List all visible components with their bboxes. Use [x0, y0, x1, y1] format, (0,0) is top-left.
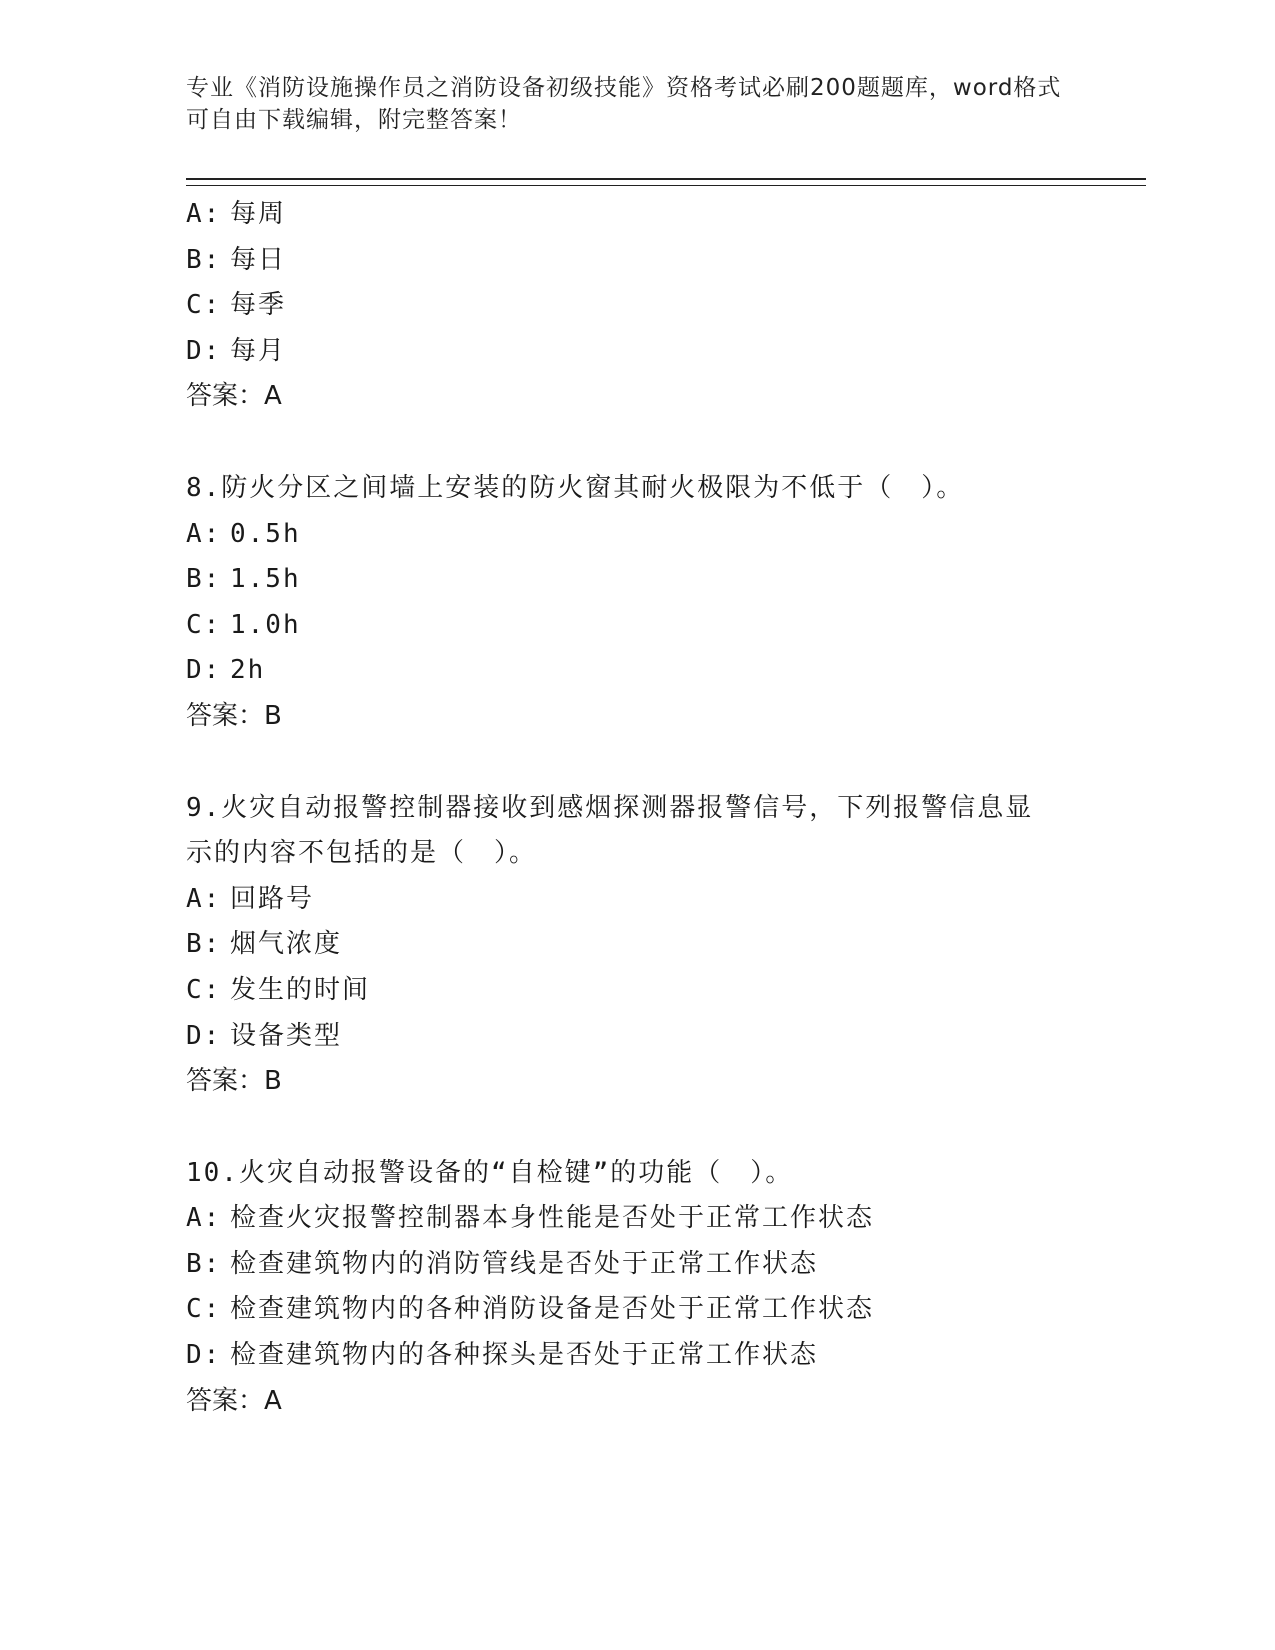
header-divider	[186, 178, 1146, 186]
option-a: A: 每周	[186, 199, 287, 229]
answer: 答案：A	[186, 1385, 282, 1416]
option-b: B: 检查建筑物内的消防管线是否处于正常工作状态	[186, 1248, 819, 1279]
page-header: 专业《消防设施操作员之消防设备初级技能》资格考试必刷200题题库，word格式可自由下载编辑，附完整答案！	[186, 75, 1062, 133]
option-a: A: 检查火灾报警控制器本身性能是否处于正常工作状态	[186, 1203, 875, 1234]
question-stem: 10.火灾自动报警设备的“自检键”的功能（ ）。	[186, 1157, 794, 1188]
option-c: C: 每季	[186, 290, 287, 321]
option-d: D: 检查建筑物内的各种探头是否处于正常工作状态	[186, 1340, 819, 1371]
option-c: C: 发生的时间	[186, 974, 371, 1005]
question-stem-line-2: 示的内容不包括的是（ ）。	[186, 838, 538, 869]
spacer	[186, 740, 1146, 786]
option-b: B: 烟气浓度	[186, 929, 343, 960]
option-d: D: 设备类型	[186, 1020, 343, 1051]
option-b: B: 1.5h	[186, 564, 301, 595]
spacer	[186, 420, 1146, 466]
document-body	[186, 192, 1146, 1424]
option-a: A: 0.5h	[186, 518, 301, 549]
document-page	[186, 72, 1146, 1416]
option-b: B: 每日	[186, 244, 287, 275]
option-a: A: 回路号	[186, 883, 315, 914]
option-c: C: 1.0h	[186, 609, 301, 640]
spacer	[186, 1105, 1146, 1151]
answer: 答案：A	[186, 381, 282, 412]
option-d: D: 2h	[186, 655, 266, 686]
answer: 答案：B	[186, 700, 282, 731]
question-stem-line-1: 9.火灾自动报警控制器接收到感烟探测器报警信号，下列报警信息显	[186, 792, 1034, 823]
option-d: D: 每月	[186, 335, 287, 366]
option-c: C: 检查建筑物内的各种消防设备是否处于正常工作状态	[186, 1294, 875, 1325]
question-stem: 8.防火分区之间墙上安装的防火窗其耐火极限为不低于（ ）。	[186, 472, 965, 503]
answer: 答案：B	[186, 1066, 282, 1097]
